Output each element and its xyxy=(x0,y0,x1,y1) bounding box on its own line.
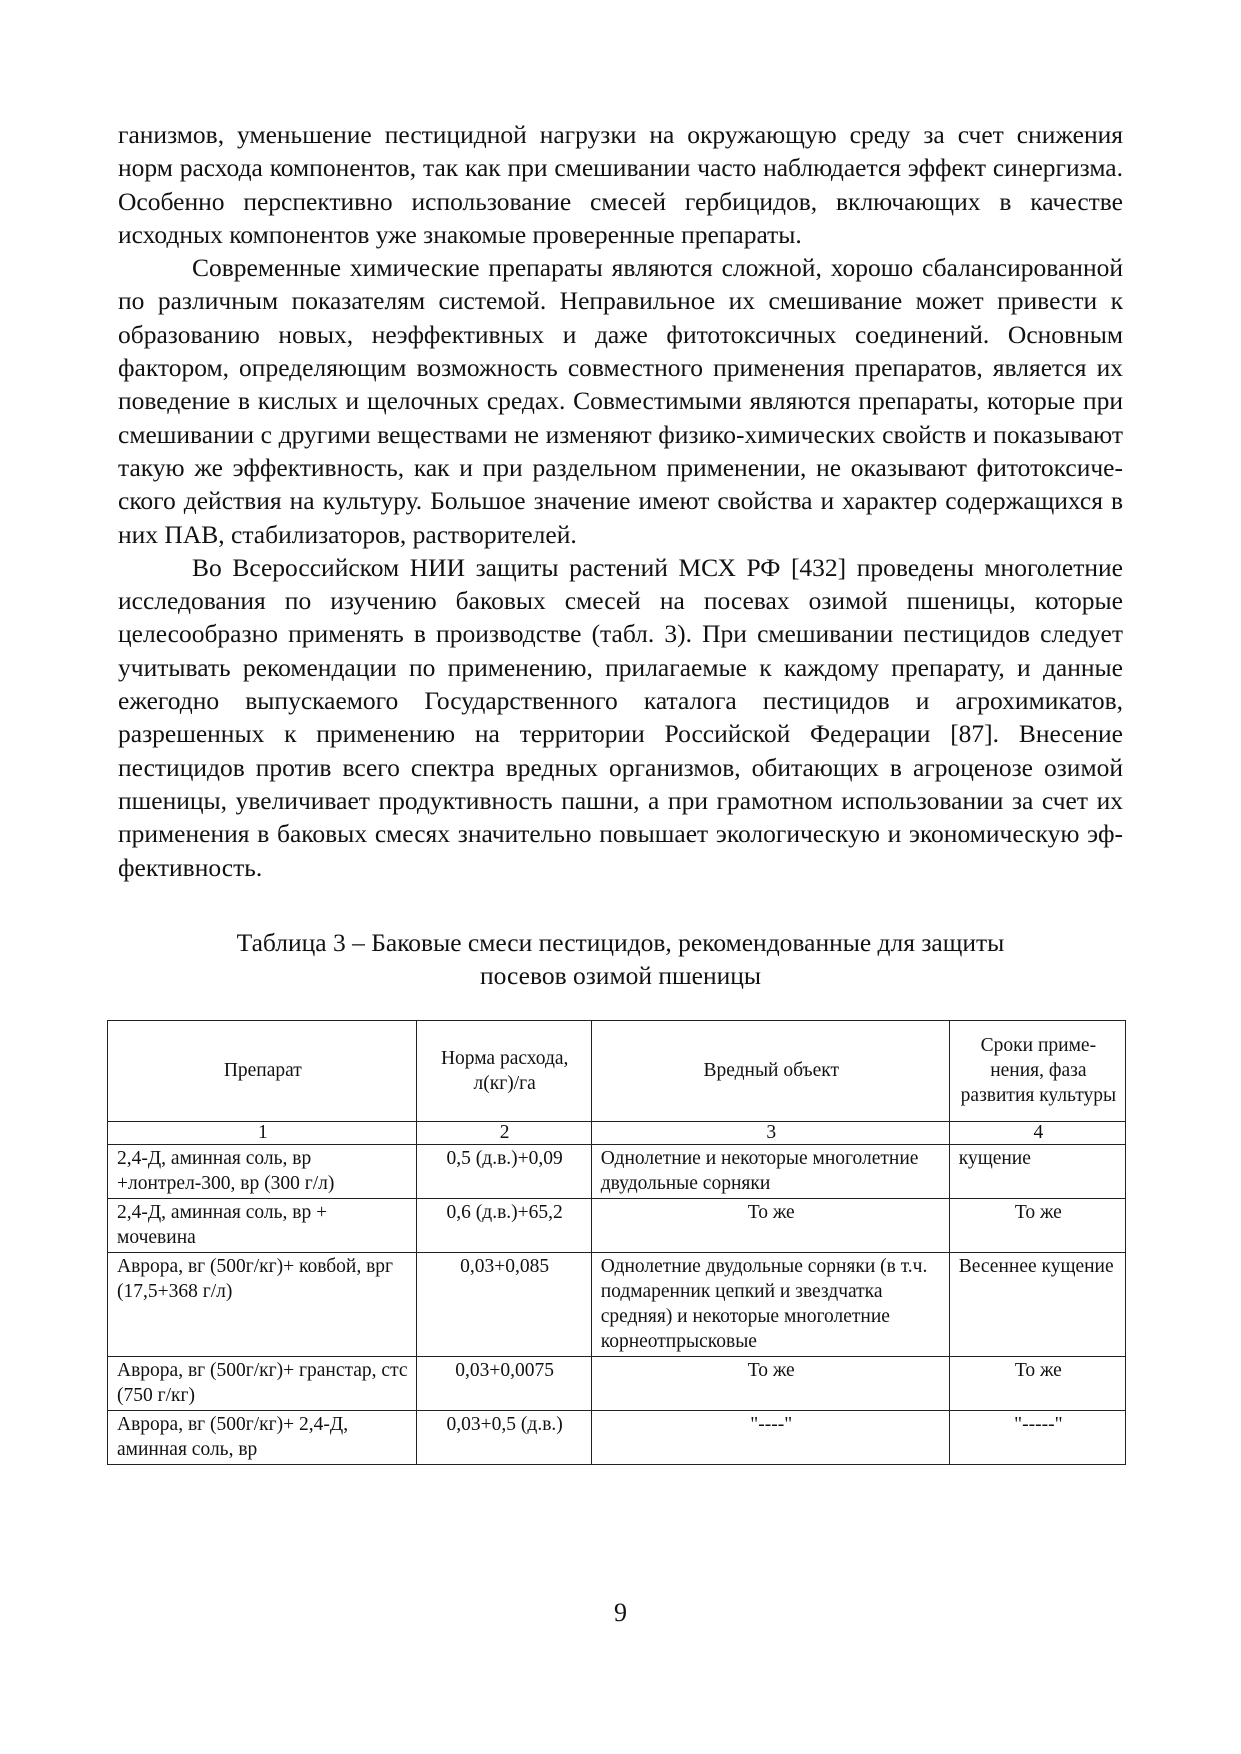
cell-timing: "-----" xyxy=(949,1410,1125,1464)
table-row xyxy=(108,1252,1126,1356)
paragraph-1: ганизмов, уменьшение пестицидной нагрузки на окружающую среду за счет снижения норм расхода компонентов, так как при смешивании часто наблюдается эффект синергизма. Особенно перспективно использование смесей гербицидов, включающих в качестве исходных компонентов уже знакомые проверенные препараты. xyxy=(118,120,1123,249)
table-caption-line-2: посевов озимой пшеницы xyxy=(479,960,762,990)
paragraph-3: Во Всероссийском НИИ защиты растений МСХ РФ [432] проведены многолетние исследования по изучению баковых смесей на посевах озимой пшеницы, которые целесообразно применять в производстве (табл. 3). При смешивании пестицидов следует учитывать рекомендации по применению, прилагаемые к каждому препарату, и данные ежегодно выпускаемого Государственного каталога пестицидов и агрохимикатов, разрешенных к применению на территории Российской Федерации [87]. Внесение пестицидов против всего спектра вредных организмов, обитающих в агроценозе озимой пшеницы, увеличивает продуктивность пашни, а при грамотном использовании за счет их применения в баковых смесях значительно повышает экологическую и экономическую эффективность. xyxy=(118,552,1123,882)
cell-timing: То же xyxy=(949,1356,1125,1410)
table-row xyxy=(108,1144,1126,1198)
header-target: Вредный объект xyxy=(591,1020,949,1121)
cell-preparation: 2,4-Д, аминная соль, вр + мочевина xyxy=(108,1198,417,1252)
column-number: 3 xyxy=(591,1121,949,1144)
cell-target: То же xyxy=(591,1198,949,1252)
cell-timing: кущение xyxy=(949,1144,1125,1198)
cell-rate: 0,03+0,085 xyxy=(416,1252,591,1356)
cell-preparation: 2,4-Д, аминная соль, вр +лонтрел-300, вр (300 г/л) xyxy=(108,1144,417,1198)
cell-rate: 0,6 (д.в.)+65,2 xyxy=(416,1198,591,1252)
table-row xyxy=(108,1410,1126,1464)
cell-preparation: Аврора, вг (500г/кг)+ гранстар, стс (750 г/кг) xyxy=(108,1356,417,1410)
table-caption xyxy=(118,926,1123,992)
column-number: 1 xyxy=(108,1121,417,1144)
paragraph-2: Современные химические препараты являются сложной, хорошо сбалансированной по различным показателям системой. Неправильное их смешивание может привести к образованию новых, неэффективных и даже фитотоксичных соединений. Основным фактором, определяющим возможность совместного применения препаратов, является их поведение в кислых и щелочных средах. Совместимыми являются препараты, которые при смешивании с другими веществами не изменяют физико-химических свойств и показывают такую же эффективность, как и при раздельном применении, не оказывают фитотоксического действия на культуру. Большое значение имеют свойства и характер содержащихся в них ПАВ, стабилизаторов, растворителей. xyxy=(118,253,1123,549)
column-number: 4 xyxy=(949,1121,1125,1144)
cell-timing: Весеннее кущение xyxy=(949,1252,1125,1356)
cell-rate: 0,03+0,5 (д.в.) xyxy=(416,1410,591,1464)
cell-preparation: Аврора, вг (500г/кг)+ ковбой, врг (17,5+368 г/л) xyxy=(108,1252,417,1356)
table-header-row xyxy=(108,1020,1126,1121)
header-preparation: Препарат xyxy=(108,1020,417,1121)
cell-target: "----" xyxy=(591,1410,949,1464)
column-number: 2 xyxy=(416,1121,591,1144)
cell-target: Однолетние двудольные сорняки (в т.ч. подмаренник цепкий и звездчатка средняя) и некоторые многолетние корнеотпрысковые xyxy=(591,1252,949,1356)
document-page xyxy=(118,118,1123,1465)
header-rate: Норма расхода, л(кг)/га xyxy=(416,1020,591,1121)
cell-preparation: Аврора, вг (500г/кг)+ 2,4-Д, аминная соль, вр xyxy=(108,1410,417,1464)
header-timing: Сроки применения, фаза развития культуры xyxy=(949,1020,1125,1121)
table-caption-line-1: Таблица 3 – Баковые смеси пестицидов, рекомендованные для защиты xyxy=(236,927,1005,957)
cell-rate: 0,5 (д.в.)+0,09 xyxy=(416,1144,591,1198)
cell-rate: 0,03+0,0075 xyxy=(416,1356,591,1410)
table-row xyxy=(108,1356,1126,1410)
table-row xyxy=(108,1198,1126,1252)
cell-target: То же xyxy=(591,1356,949,1410)
page-number: 9 xyxy=(614,1598,627,1627)
cell-target: Однолетние и некоторые многолетние двудольные сорняки xyxy=(591,1144,949,1198)
cell-timing: То же xyxy=(949,1198,1125,1252)
pesticide-mixtures-table xyxy=(107,1020,1126,1465)
column-number-row xyxy=(108,1121,1126,1144)
